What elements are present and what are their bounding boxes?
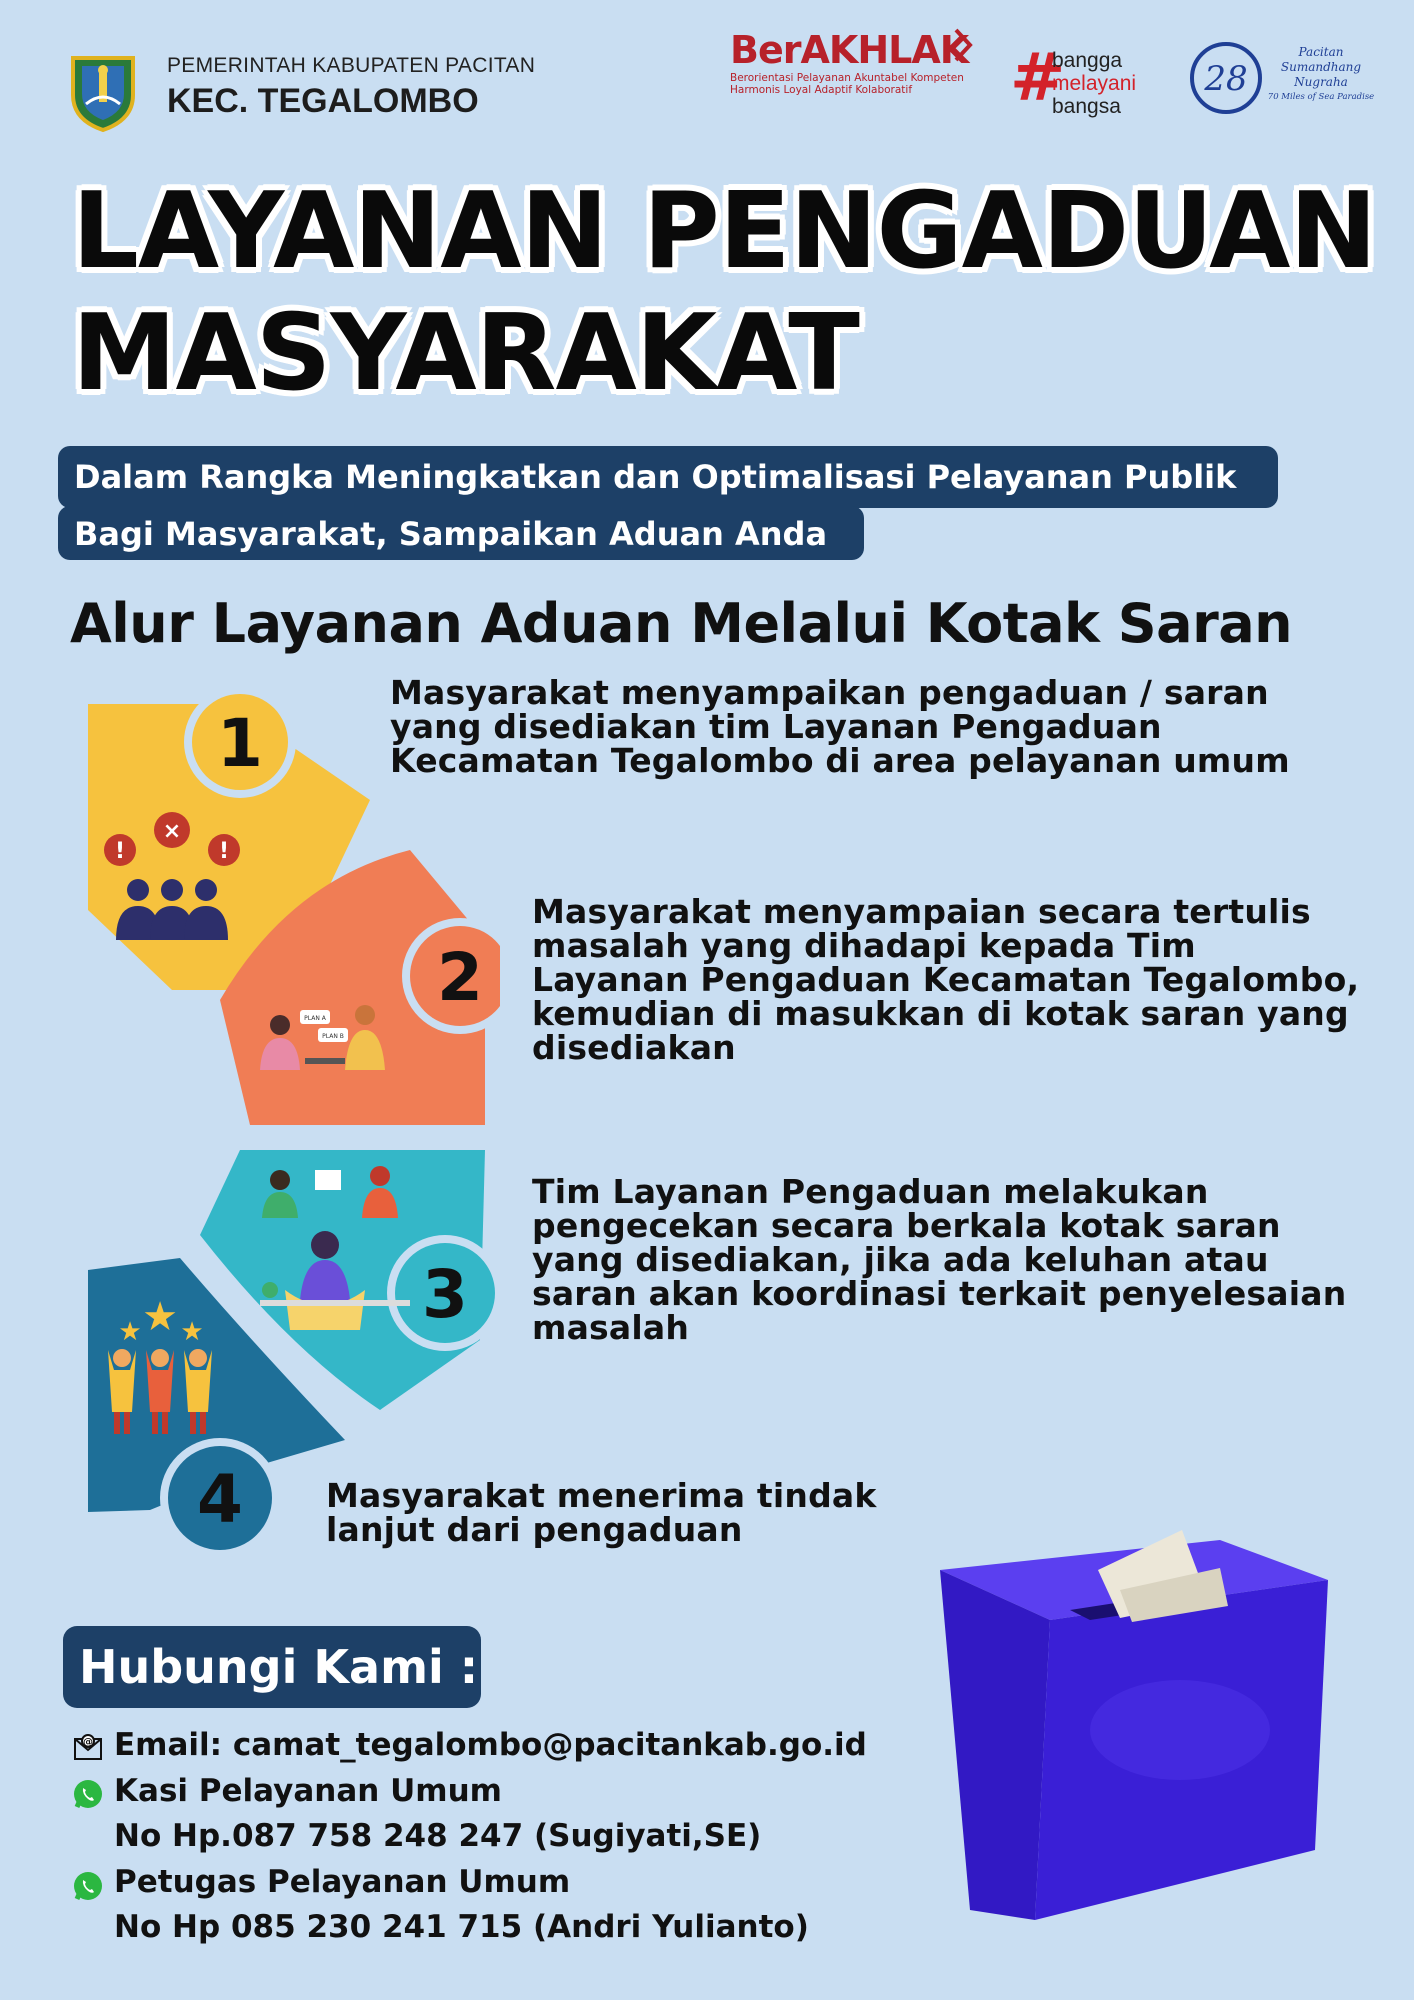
bangga-melayani-bangsa-logo	[1010, 39, 1160, 118]
svg-text:!: !	[218, 839, 230, 864]
svg-text:★: ★	[118, 1317, 142, 1347]
svg-text:★: ★	[142, 1294, 178, 1340]
berakhlak-logo	[730, 28, 975, 108]
contact-petugas-phone[interactable]: No Hp 085 230 241 715 (Andri Yulianto)	[114, 1909, 809, 1945]
bangga-line1: bangga	[1052, 49, 1123, 72]
title-line1: LAYANAN PENGADUAN	[72, 170, 1377, 292]
contact-petugas-title: Petugas Pelayanan Umum	[114, 1864, 571, 1900]
step-3-text: Tim Layanan Pengaduan melakukan pengecekan secara berkala kotak saran yang disediakan, jika ada keluhan atau saran akan koordinasi terkait penyelesaian masalah	[532, 1172, 1347, 1347]
suggestion-box-illustration	[920, 1510, 1335, 1930]
step-4-text: Masyarakat menerima tindak lanjut dari pengaduan	[326, 1476, 877, 1549]
berakhlak-sub1: Berorientasi Pelayanan Akuntabel Kompeten	[730, 72, 964, 84]
pacitan-line1: Pacitan	[1298, 45, 1344, 59]
step-1-number: 1	[217, 705, 263, 782]
berakhlak-sub2: Harmonis Loyal Adaptif Kolaboratif	[730, 84, 913, 96]
section-title: Alur Layanan Aduan Melalui Kotak Saran	[70, 592, 1293, 655]
box-left-side	[940, 1570, 1050, 1920]
step-3-number: 3	[422, 1256, 468, 1333]
svg-text:!: !	[114, 839, 126, 864]
bangga-line2: melayani	[1052, 72, 1137, 95]
plan-a-label: PLAN A	[304, 1015, 326, 1022]
svg-text:@: @	[83, 1737, 93, 1748]
plan-b-label: PLAN B	[322, 1033, 344, 1040]
svg-text:★: ★	[180, 1317, 204, 1347]
page-title	[72, 170, 1376, 414]
pacitan-line2: Sumandhang	[1280, 60, 1362, 74]
pacitan-anniversary-logo	[1188, 40, 1378, 120]
subtitle-line1: Dalam Rangka Meningkatkan dan Optimalisasi Pelayanan Publik	[58, 446, 1278, 508]
subtitle-line2: Bagi Masyarakat, Sampaikan Aduan Anda	[58, 506, 864, 560]
anniversary-emblem-icon	[1188, 40, 1264, 116]
email-icon	[72, 1730, 104, 1762]
anniversary-number: 28	[1204, 59, 1248, 99]
whatsapp-icon	[72, 1870, 104, 1902]
step-2-number: 2	[437, 939, 483, 1016]
svg-text:×: ×	[162, 819, 182, 844]
bangga-line3: bangsa	[1052, 95, 1121, 118]
step-2-text: Masyarakat menyampaian secara tertulis masalah yang dihadapi kepada Tim Layanan Pengaduan Kecamatan Tegalombo, kemudian di masukkan di kotak saran yang disediakan	[532, 892, 1360, 1067]
contact-kasi-phone[interactable]: No Hp.087 758 248 247 (Sugiyati,SE)	[114, 1818, 762, 1854]
berakhlak-title: BerAKHLAK	[730, 28, 969, 72]
pacitan-line4: 70 Miles of Sea Paradise	[1267, 92, 1375, 102]
government-name: PEMERINTAH KABUPATEN PACITAN	[167, 54, 536, 77]
contact-title: Hubungi Kami :	[63, 1626, 481, 1708]
step-1-text: Masyarakat menyampaikan pengaduan / saran yang disediakan tim Layanan Pengaduan Kecamatan Tegalombo di area pelayanan umum	[390, 673, 1290, 780]
step-4-number: 4	[197, 1461, 243, 1538]
contact-kasi-title: Kasi Pelayanan Umum	[114, 1773, 502, 1809]
flow-diagram	[80, 690, 500, 1570]
whatsapp-icon	[72, 1778, 104, 1810]
pacitan-crest-logo	[68, 50, 138, 132]
district-name: KEC. TEGALOMBO	[167, 82, 479, 120]
chevron-right-icon	[952, 28, 974, 62]
hashtag-icon: #	[1010, 39, 1066, 116]
pacitan-line3: Nugraha	[1294, 75, 1348, 89]
contact-email[interactable]: Email: camat_tegalombo@pacitankab.go.id	[114, 1727, 867, 1763]
title-line2: MASYARAKAT	[72, 292, 859, 414]
